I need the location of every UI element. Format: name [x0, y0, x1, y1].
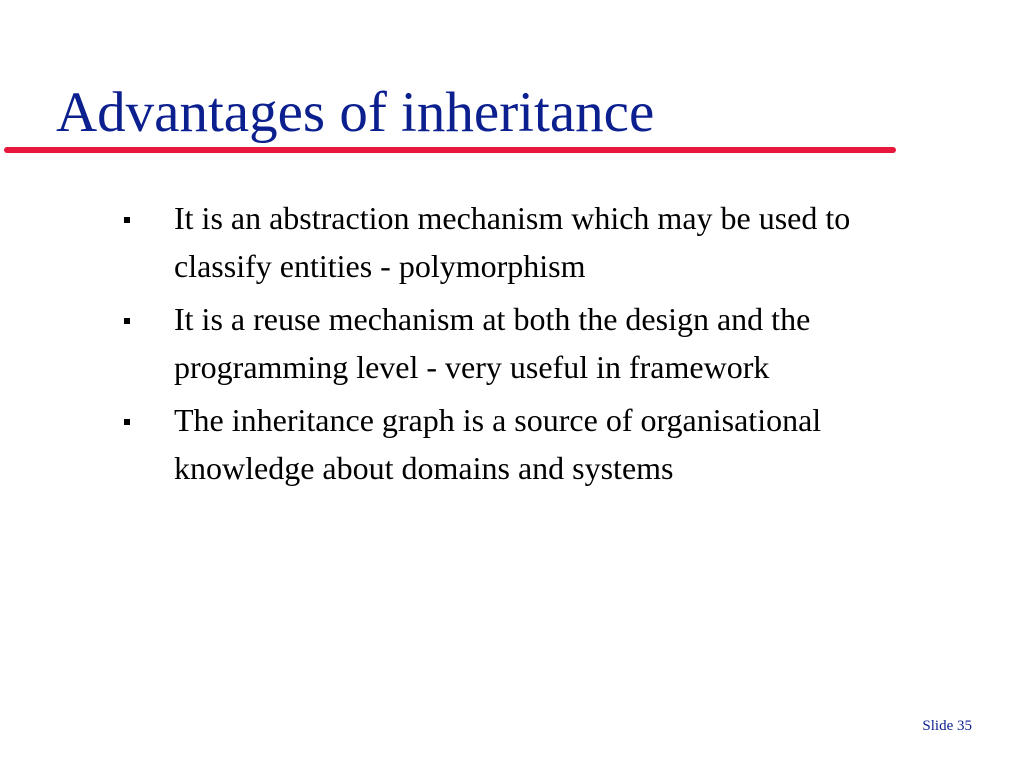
slide-number: Slide 35: [922, 718, 972, 734]
bullet-text: The inheritance graph is a source of organisational knowledge about domains and systems: [174, 402, 822, 486]
bullet-item: [120, 396, 990, 492]
title-underline: [4, 147, 896, 153]
square-bullet-icon: [124, 318, 130, 324]
bullet-list: [120, 194, 990, 497]
square-bullet-icon: [124, 419, 130, 425]
bullet-item: [120, 295, 990, 391]
bullet-text: It is a reuse mechanism at both the design and the programming level - very useful in framework: [174, 301, 811, 385]
square-bullet-icon: [124, 217, 130, 223]
bullet-item: [120, 194, 990, 290]
slide-title: Advantages of inheritance: [56, 81, 655, 144]
bullet-text: It is an abstraction mechanism which may be used to classify entities - polymorphism: [174, 200, 851, 284]
